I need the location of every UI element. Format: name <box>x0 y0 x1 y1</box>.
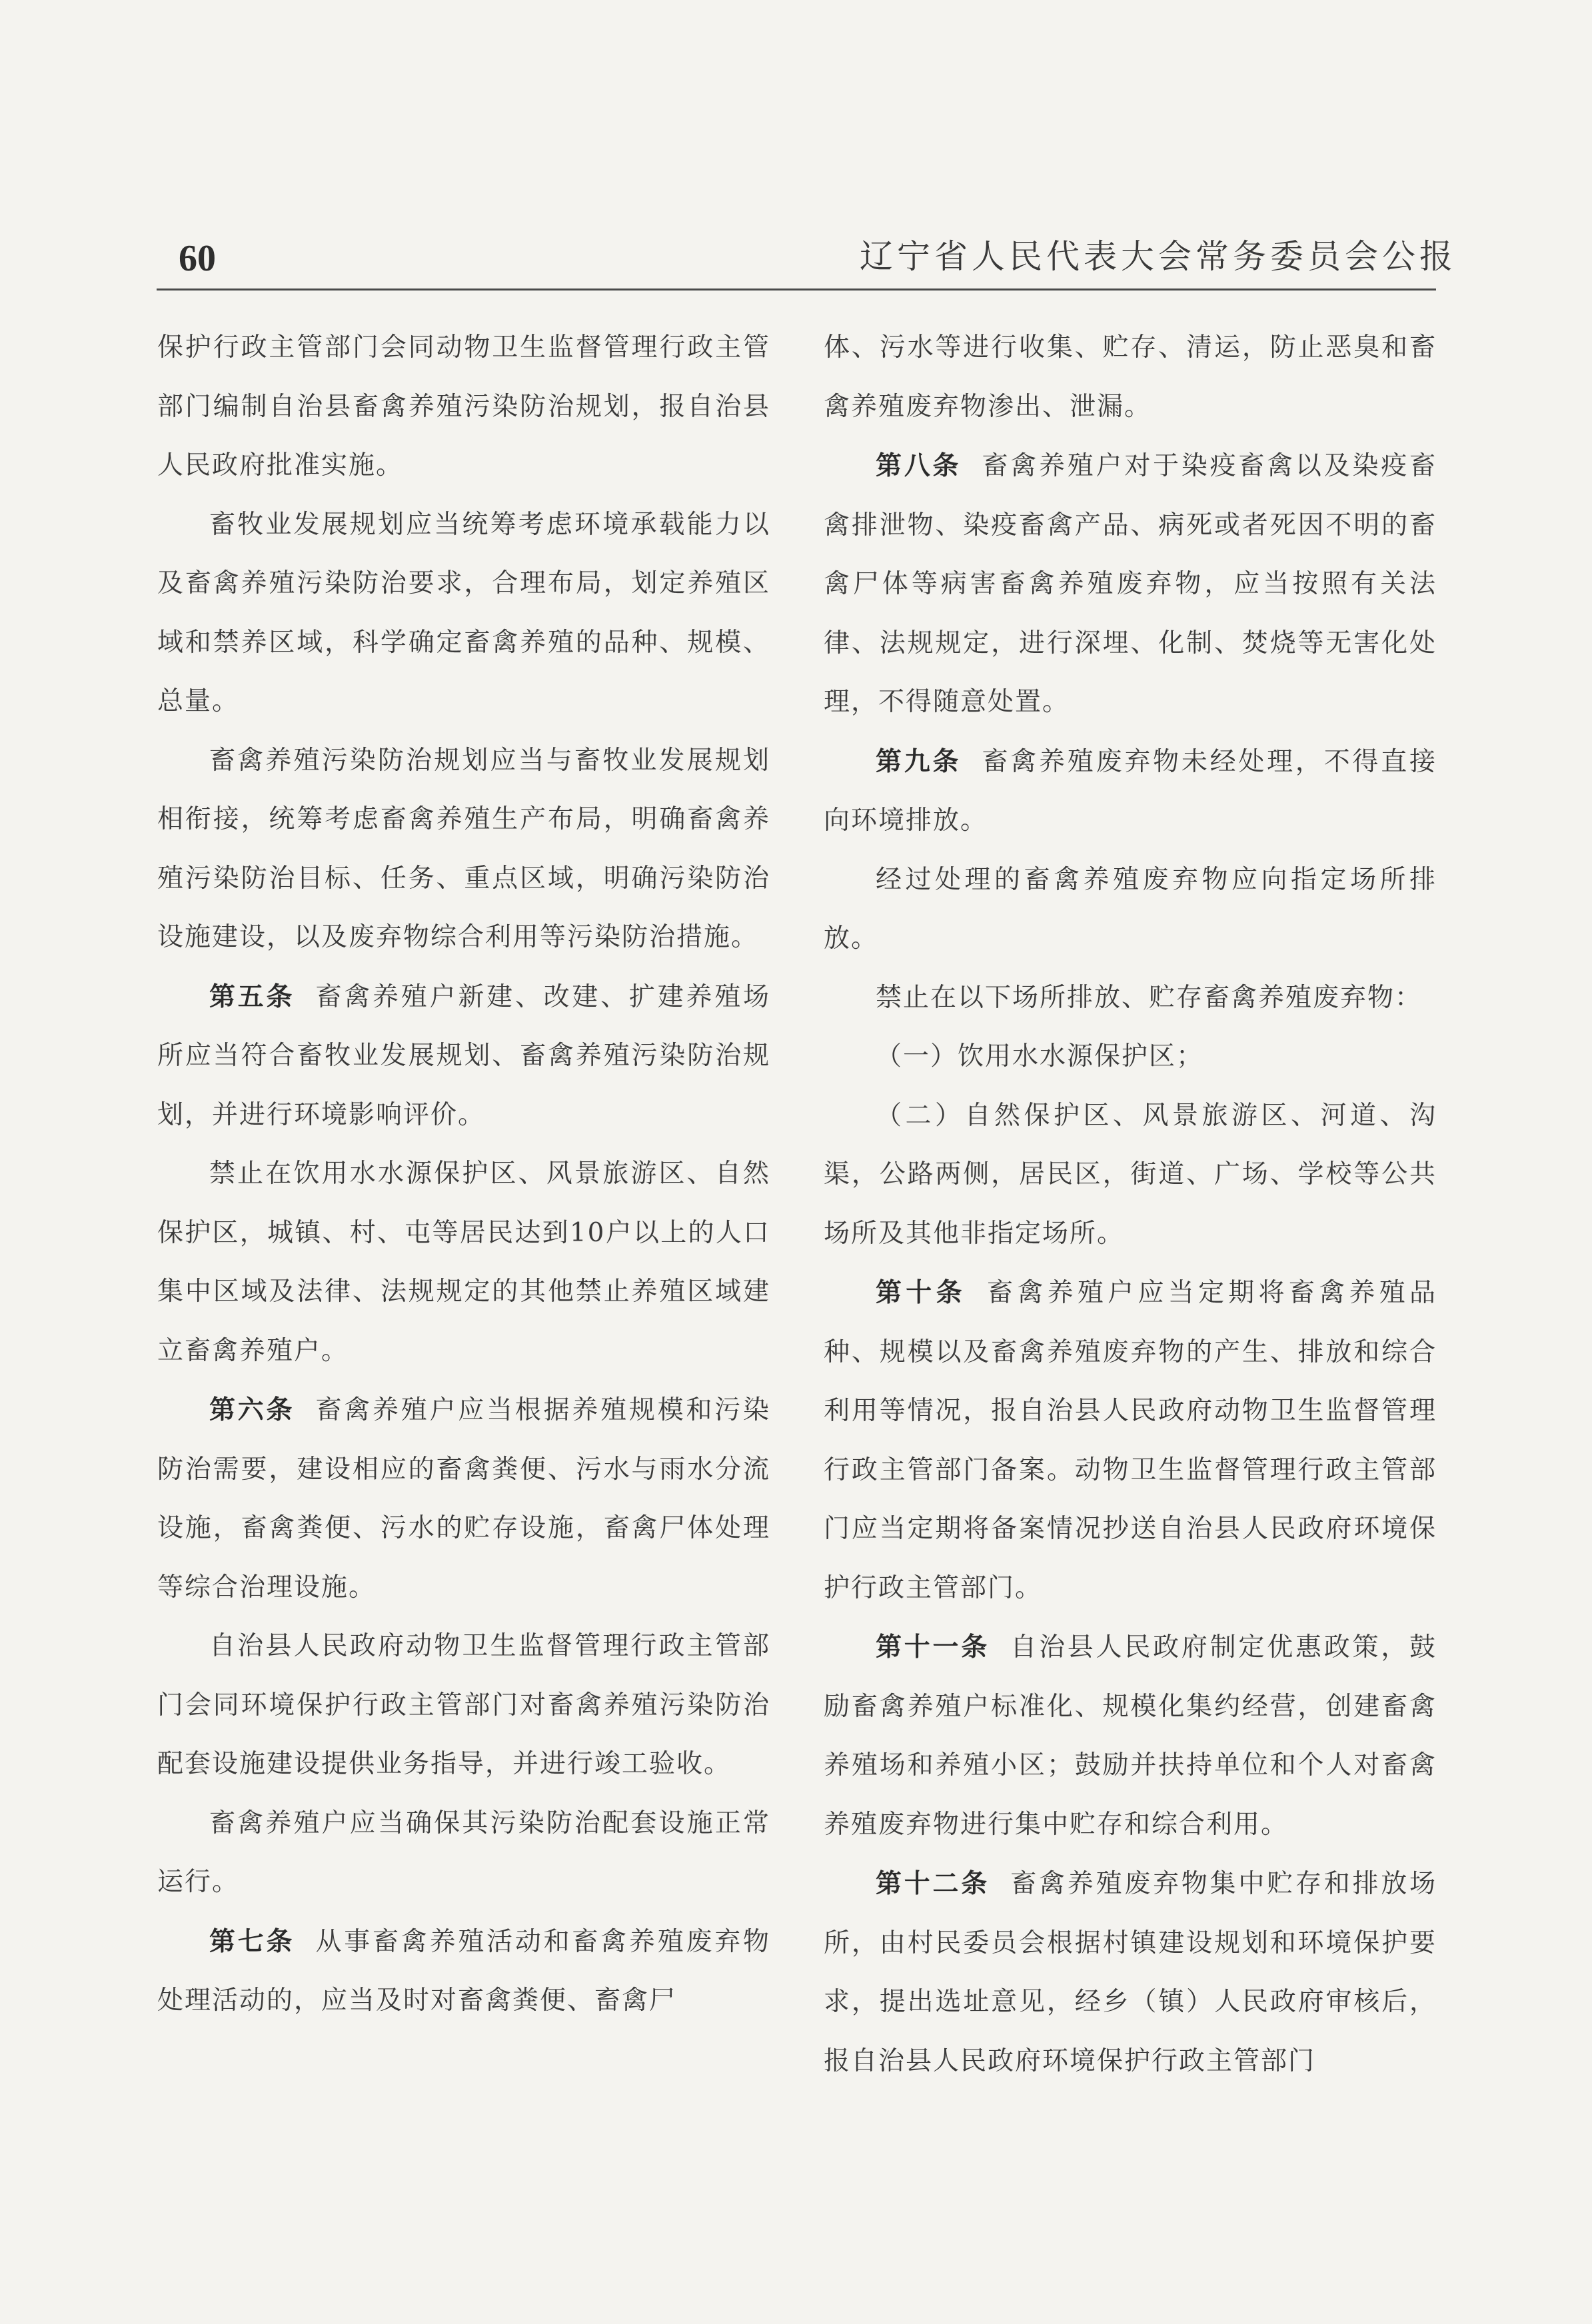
paragraph-text: 畜牧业发展规划应当统筹考虑环境承载能力以及畜禽养殖污染防治要求，合理布局，划定养殖区域和禁养区域，科学确定畜禽养殖的品种、规模、总量。 <box>157 509 770 716</box>
paragraph <box>824 436 1437 732</box>
paragraph-text: 畜禽养殖废弃物未经处理，不得直接向环境排放。 <box>824 746 1437 836</box>
paragraph-text: 体、污水等进行收集、贮存、清运，防止恶臭和畜禽养殖废弃物渗出、泄漏。 <box>824 332 1437 422</box>
header-divider <box>157 289 1436 290</box>
paragraph <box>157 732 770 967</box>
paragraph <box>824 318 1437 436</box>
paragraph <box>157 1617 770 1794</box>
paragraph-text: 畜禽养殖户应当根据养殖规模和污染防治需要，建设相应的畜禽粪便、污水与雨水分流设施，畜禽粪便、污水的贮存设施，畜禽尸体处理等综合治理设施。 <box>157 1395 770 1602</box>
article-number: 第七条 <box>209 1926 295 1957</box>
paragraph-text: 保护行政主管部门会同动物卫生监督管理行政主管部门编制自治县畜禽养殖污染防治规划，报自治县人民政府批准实施。 <box>157 332 770 480</box>
article-number: 第九条 <box>876 746 962 777</box>
article-number: 第十一条 <box>876 1632 990 1662</box>
left-column <box>157 318 770 2031</box>
paragraph <box>824 1087 1437 1264</box>
article-number: 第十二条 <box>876 1868 990 1899</box>
paragraph <box>824 1618 1437 1854</box>
paragraph-text: 畜禽养殖户应当定期将畜禽养殖品种、规模以及畜禽养殖废弃物的产生、排放和综合利用等情况，报自治县人民政府动物卫生监督管理行政主管部门备案。动物卫生监督管理行政主管部门应当定期将备案情况抄送自治县人民政府环境保护行政主管部门。 <box>824 1278 1437 1603</box>
paragraph <box>157 1794 770 1912</box>
paragraph-text: 禁止在以下场所排放、贮存畜禽养殖废弃物： <box>876 982 1423 1013</box>
paragraph <box>824 851 1437 969</box>
paragraph-text: 经过处理的畜禽养殖废弃物应向指定场所排放。 <box>824 864 1437 953</box>
paragraph <box>824 732 1437 851</box>
article-number: 第十条 <box>876 1277 966 1308</box>
article-number: 第六条 <box>209 1395 295 1425</box>
paragraph-text: （一）饮用水水源保护区； <box>876 1041 1204 1071</box>
paragraph <box>157 967 770 1145</box>
paragraph <box>824 1027 1437 1087</box>
paragraph <box>157 318 770 496</box>
journal-title: 辽宁省人民代表大会常务委员会公报 <box>860 237 1457 276</box>
paragraph-text: 畜禽养殖废弃物集中贮存和排放场所，由村民委员会根据村镇建设规划和环境保护要求，提出选址意见，经乡（镇）人民政府审核后，报自治县人民政府环境保护行政主管部门 <box>824 1869 1437 2076</box>
paragraph-text: （二）自然保护区、风景旅游区、河道、沟渠，公路两侧，居民区，街道、广场、学校等公共场所及其他非指定场所。 <box>824 1100 1437 1249</box>
paragraph <box>157 1145 770 1381</box>
paragraph-text: 从事畜禽养殖活动和畜禽养殖废弃物处理活动的，应当及时对畜禽粪便、畜禽尸 <box>157 1926 770 2016</box>
paragraph-text: 畜禽养殖户新建、改建、扩建养殖场所应当符合畜牧业发展规划、畜禽养殖污染防治规划，并进行环境影响评价。 <box>157 981 770 1130</box>
paragraph-text: 畜禽养殖污染防治规划应当与畜牧业发展规划相衔接，统筹考虑畜禽养殖生产布局，明确畜禽养殖污染防治目标、任务、重点区域，明确污染防治设施建设，以及废弃物综合利用等污染防治措施。 <box>157 745 770 952</box>
paragraph <box>157 1912 770 2031</box>
article-number: 第五条 <box>209 981 295 1012</box>
paragraph-text: 自治县人民政府制定优惠政策，鼓励畜禽养殖户标准化、规模化集约经营，创建畜禽养殖场和养殖小区；鼓励并扶持单位和个人对畜禽养殖废弃物进行集中贮存和综合利用。 <box>824 1632 1437 1840</box>
paragraph <box>824 1263 1437 1618</box>
paragraph-text: 畜禽养殖户对于染疫畜禽以及染疫畜禽排泄物、染疫畜禽产品、病死或者死因不明的畜禽尸体等病害畜禽养殖废弃物，应当按照有关法律、法规规定，进行深埋、化制、焚烧等无害化处理，不得随意处置。 <box>824 451 1437 717</box>
paragraph <box>824 1854 1437 2091</box>
paragraph <box>157 496 770 732</box>
paragraph <box>824 969 1437 1028</box>
paragraph <box>157 1381 770 1617</box>
paragraph-text: 禁止在饮用水水源保护区、风景旅游区、自然保护区，城镇、村、屯等居民达到10户以上的人口集中区域及法律、法规规定的其他禁止养殖区域建立畜禽养殖户。 <box>157 1159 770 1366</box>
article-number: 第八条 <box>876 450 962 481</box>
paragraph-text: 自治县人民政府动物卫生监督管理行政主管部门会同环境保护行政主管部门对畜禽养殖污染防治配套设施建设提供业务指导，并进行竣工验收。 <box>157 1631 770 1779</box>
page-number: 60 <box>179 238 216 279</box>
right-column <box>824 318 1437 2091</box>
paragraph-text: 畜禽养殖户应当确保其污染防治配套设施正常运行。 <box>157 1808 770 1897</box>
